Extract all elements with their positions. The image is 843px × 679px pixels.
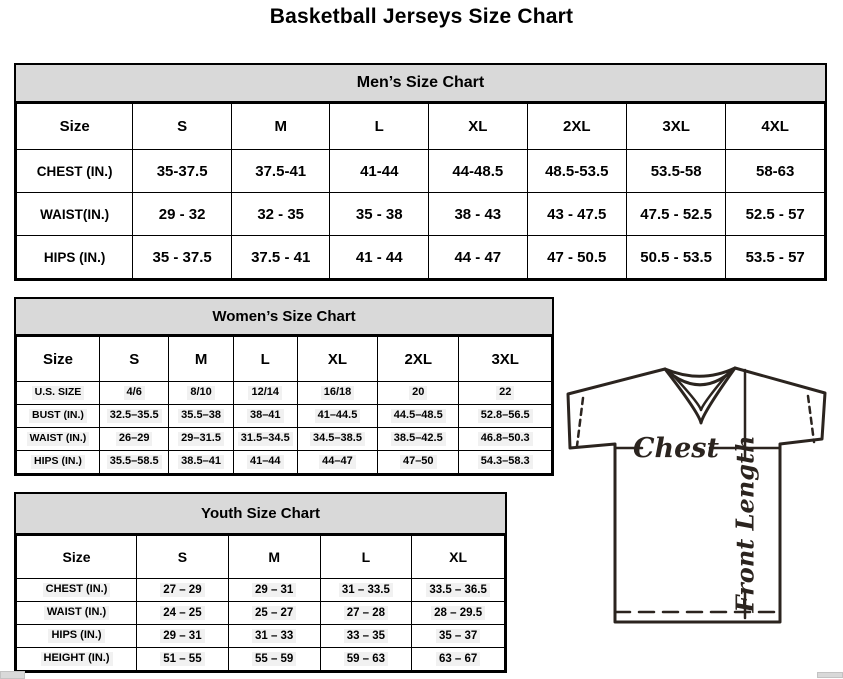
table-cell: 47.5 - 52.5 [626, 193, 725, 236]
cell-value: 51 – 55 [160, 652, 204, 666]
table-cell [297, 428, 377, 451]
cell-value: 28 – 29.5 [431, 606, 485, 620]
table-cell [99, 428, 169, 451]
front-length-label: Front Length [730, 435, 760, 613]
table-cell [137, 648, 229, 671]
column-header: 2XL [527, 104, 626, 150]
table-cell [378, 428, 459, 451]
row-label [17, 579, 137, 602]
column-header: 2XL [378, 337, 459, 382]
table-cell [99, 405, 169, 428]
cell-value: 24 – 25 [160, 606, 204, 620]
row-label-text: HIPS (IN.) [48, 629, 104, 643]
table-cell [459, 428, 552, 451]
row-label-text: CHEST (IN.) [43, 583, 111, 597]
table-cell [228, 648, 320, 671]
cell-value: 32.5–35.5 [107, 409, 162, 423]
row-label [17, 451, 100, 474]
row-label [17, 428, 100, 451]
cell-value: 27 – 28 [344, 606, 388, 620]
table-cell: 47 - 50.5 [527, 236, 626, 279]
table-cell [137, 579, 229, 602]
row-label [17, 648, 137, 671]
cell-value: 52.8–56.5 [478, 409, 533, 423]
table-cell [233, 451, 297, 474]
cell-value: 34.5–38.5 [310, 432, 365, 446]
row-label: CHEST (IN.) [17, 150, 133, 193]
column-header: XL [412, 536, 505, 579]
table-cell: 43 - 47.5 [527, 193, 626, 236]
row-label-text: HIPS (IN.) [31, 455, 85, 468]
column-header: Size [17, 104, 133, 150]
chest-label: Chest [633, 433, 719, 464]
table-cell [459, 382, 552, 405]
row-label-text: U.S. SIZE [32, 386, 85, 399]
cell-value: 63 – 67 [436, 652, 480, 666]
table-row [17, 382, 552, 405]
table-cell: 35-37.5 [133, 150, 232, 193]
scrollbar-fragment-right[interactable] [817, 672, 843, 678]
cell-value: 59 – 63 [344, 652, 388, 666]
table-cell [378, 451, 459, 474]
column-header: XL [429, 104, 528, 150]
table-cell: 37.5-41 [231, 150, 330, 193]
table-cell: 53.5 - 57 [726, 236, 825, 279]
column-header: S [99, 337, 169, 382]
table-cell [228, 579, 320, 602]
table-cell [169, 405, 233, 428]
column-header: L [233, 337, 297, 382]
table-cell [233, 382, 297, 405]
cell-value: 38–41 [247, 409, 284, 423]
mens-chart-heading: Men’s Size Chart [16, 65, 825, 103]
cell-value: 27 – 29 [160, 583, 204, 597]
column-header: M [169, 337, 233, 382]
row-label-text: WAIST (IN.) [44, 606, 109, 620]
cell-value: 25 – 27 [252, 606, 296, 620]
jersey-measurement-diagram [556, 358, 843, 650]
table-cell [169, 451, 233, 474]
row-label [17, 602, 137, 625]
womens-chart-heading: Women’s Size Chart [16, 299, 552, 336]
column-header: XL [297, 337, 377, 382]
cell-value: 41–44 [247, 455, 284, 469]
table-cell [320, 602, 412, 625]
row-label: HIPS (IN.) [17, 236, 133, 279]
youth-table [16, 535, 505, 671]
table-cell [320, 648, 412, 671]
table-cell [137, 625, 229, 648]
table-row [17, 625, 505, 648]
table-cell: 29 - 32 [133, 193, 232, 236]
cell-value: 47–50 [400, 455, 437, 469]
youth-header-row [17, 536, 505, 579]
table-cell: 38 - 43 [429, 193, 528, 236]
table-cell: 41-44 [330, 150, 429, 193]
table-cell [412, 648, 505, 671]
womens-size-chart [14, 297, 554, 476]
table-cell [233, 405, 297, 428]
column-header: Size [17, 536, 137, 579]
page-title: Basketball Jerseys Size Chart [269, 5, 574, 28]
table-row [17, 428, 552, 451]
row-label [17, 382, 100, 405]
table-row [17, 150, 825, 193]
table-cell [99, 382, 169, 405]
table-cell [233, 428, 297, 451]
table-cell [297, 405, 377, 428]
table-row [17, 193, 825, 236]
youth-chart-heading: Youth Size Chart [16, 494, 505, 535]
column-header: S [133, 104, 232, 150]
mens-table [16, 103, 825, 279]
table-cell: 53.5-58 [626, 150, 725, 193]
column-header: 3XL [626, 104, 725, 150]
table-cell [378, 405, 459, 428]
cell-value: 29 – 31 [160, 629, 204, 643]
womens-header-row [17, 337, 552, 382]
cell-value: 4/6 [124, 386, 145, 400]
table-cell: 44 - 47 [429, 236, 528, 279]
table-cell: 52.5 - 57 [726, 193, 825, 236]
column-header: 3XL [459, 337, 552, 382]
cell-value: 46.8–50.3 [478, 432, 533, 446]
row-label [17, 625, 137, 648]
table-cell: 41 - 44 [330, 236, 429, 279]
column-header: L [330, 104, 429, 150]
table-cell [459, 405, 552, 428]
table-cell: 58-63 [726, 150, 825, 193]
table-cell [169, 428, 233, 451]
table-cell: 35 - 37.5 [133, 236, 232, 279]
column-header: L [320, 536, 412, 579]
table-cell [228, 625, 320, 648]
cell-value: 20 [409, 386, 427, 400]
womens-table [16, 336, 552, 474]
mens-header-row [17, 104, 825, 150]
cell-value: 54.3–58.3 [478, 455, 533, 469]
table-cell [228, 602, 320, 625]
column-header: M [231, 104, 330, 150]
youth-size-chart [14, 492, 507, 673]
cell-value: 29 – 31 [252, 583, 296, 597]
table-cell: 50.5 - 53.5 [626, 236, 725, 279]
cell-value: 55 – 59 [252, 652, 296, 666]
cell-value: 12/14 [248, 386, 282, 400]
table-cell [99, 451, 169, 474]
cell-value: 38.5–42.5 [391, 432, 446, 446]
scrollbar-fragment-left[interactable] [0, 671, 25, 679]
cell-value: 38.5–41 [178, 455, 224, 469]
table-cell [459, 451, 552, 474]
table-cell: 32 - 35 [231, 193, 330, 236]
cell-value: 35.5–58.5 [107, 455, 162, 469]
column-header: 4XL [726, 104, 825, 150]
table-cell [412, 579, 505, 602]
cell-value: 31 – 33.5 [339, 583, 393, 597]
column-header: M [228, 536, 320, 579]
column-header: Size [17, 337, 100, 382]
table-cell [320, 579, 412, 602]
cell-value: 31 – 33 [252, 629, 296, 643]
cell-value: 16/18 [321, 386, 355, 400]
cell-value: 33.5 – 36.5 [426, 583, 490, 597]
cell-value: 29–31.5 [178, 432, 224, 446]
cell-value: 35.5–38 [178, 409, 224, 423]
cell-value: 33 – 35 [344, 629, 388, 643]
cell-value: 44.5–48.5 [391, 409, 446, 423]
table-row [17, 405, 552, 428]
table-cell [297, 382, 377, 405]
table-row [17, 602, 505, 625]
cell-value: 22 [496, 386, 514, 400]
row-label-text: WAIST (IN.) [27, 432, 90, 445]
table-row [17, 451, 552, 474]
table-cell [297, 451, 377, 474]
table-cell [320, 625, 412, 648]
cell-value: 26–29 [116, 432, 153, 446]
mens-size-chart [14, 63, 827, 281]
table-cell [412, 625, 505, 648]
cell-value: 44–47 [319, 455, 356, 469]
table-cell [137, 602, 229, 625]
table-cell [412, 602, 505, 625]
row-label [17, 405, 100, 428]
table-cell [169, 382, 233, 405]
table-cell: 44-48.5 [429, 150, 528, 193]
table-row [17, 236, 825, 279]
cell-value: 41–44.5 [315, 409, 361, 423]
jersey-outline [568, 368, 825, 622]
cell-value: 31.5–34.5 [238, 432, 293, 446]
table-row [17, 579, 505, 602]
cell-value: 8/10 [187, 386, 214, 400]
row-label-text: HEIGHT (IN.) [41, 652, 113, 666]
table-row [17, 648, 505, 671]
row-label: WAIST(IN.) [17, 193, 133, 236]
cell-value: 35 – 37 [436, 629, 480, 643]
table-cell [378, 382, 459, 405]
table-cell: 35 - 38 [330, 193, 429, 236]
table-cell: 37.5 - 41 [231, 236, 330, 279]
row-label-text: BUST (IN.) [29, 409, 87, 422]
table-cell: 48.5-53.5 [527, 150, 626, 193]
column-header: S [137, 536, 229, 579]
